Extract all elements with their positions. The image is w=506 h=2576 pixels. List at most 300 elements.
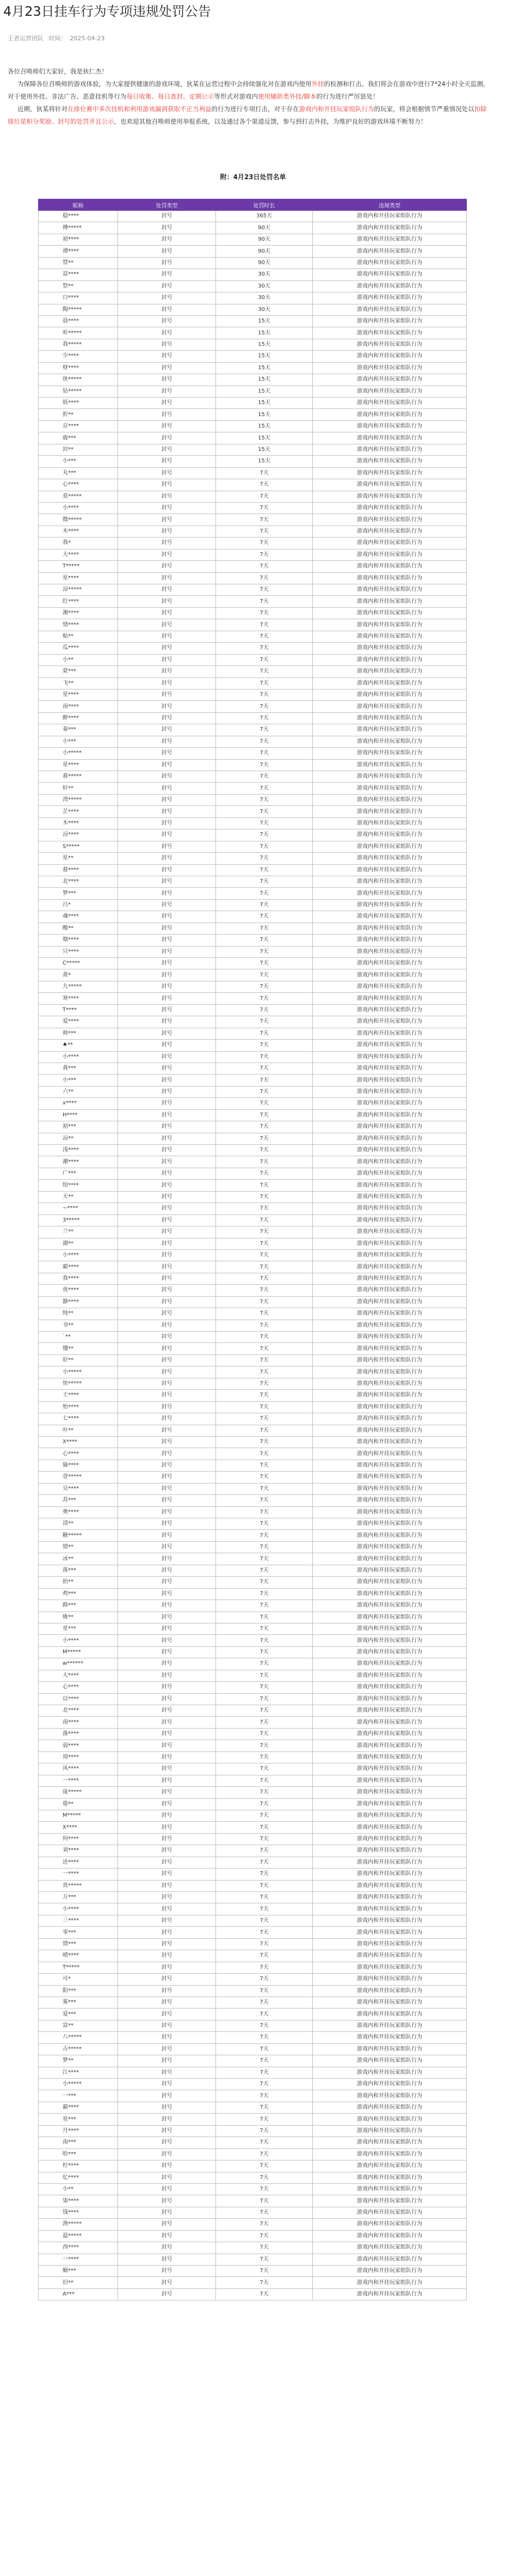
table-row [39,853,467,864]
cell-duration: 7天 [216,958,313,969]
cell-duration: 7天 [216,1109,313,1121]
table-row [39,420,467,432]
table-row [39,2137,467,2148]
cell-nickname: 可* [39,1974,118,1985]
cell-duration: 30天 [216,280,313,292]
cell-violation-type: 游戏内和开挂玩家组队行为 [313,1004,467,1016]
cell-nickname: 谭**** [39,246,118,257]
cell-penalty-type: 封号 [118,853,216,864]
paragraph-1 [8,78,492,103]
cell-penalty-type: 封号 [118,2090,216,2102]
cell-penalty-type: 封号 [118,398,216,409]
cell-violation-type: 游戏内和开挂玩家组队行为 [313,467,467,479]
table-row [39,339,467,350]
cell-violation-type: 游戏内和开挂玩家组队行为 [313,1927,467,1938]
cell-penalty-type: 封号 [118,759,216,771]
cell-violation-type: 游戏内和开挂玩家组队行为 [313,1751,467,1763]
cell-duration: 7天 [216,1436,313,1448]
cell-violation-type: 游戏内和开挂玩家组队行为 [313,1425,467,1436]
cell-duration: 15天 [216,374,313,386]
cell-penalty-type: 封号 [118,2172,216,2183]
cell-penalty-type: 封号 [118,292,216,304]
table-row [39,1378,467,1389]
cell-duration: 15天 [216,432,313,444]
table-row [39,292,467,304]
table-row [39,1740,467,1751]
cell-penalty-type: 封号 [118,1460,216,1471]
cell-violation-type: 游戏内和开挂玩家组队行为 [313,1472,467,1483]
table-row [39,386,467,397]
cell-penalty-type: 封号 [118,1308,216,1320]
cell-penalty-type: 封号 [118,1623,216,1634]
cell-penalty-type: 封号 [118,1448,216,1460]
cell-duration: 7天 [216,1880,313,1891]
cell-violation-type: 游戏内和开挂玩家组队行为 [313,234,467,245]
table-row [39,619,467,631]
cell-penalty-type: 封号 [118,677,216,689]
cell-penalty-type: 封号 [118,1915,216,1926]
table-row [39,257,467,268]
cell-violation-type: 游戏内和开挂玩家组队行为 [313,1203,467,1214]
cell-duration: 15天 [216,409,313,420]
cell-duration: 7天 [216,1623,313,1634]
cell-violation-type: 游戏内和开挂玩家组队行为 [313,1460,467,1471]
cell-duration: 7天 [216,1448,313,1460]
cell-duration: 7天 [216,514,313,526]
table-row [39,2090,467,2102]
table-row [39,1751,467,1763]
cell-violation-type: 游戏内和开挂玩家组队行为 [313,946,467,957]
cell-duration: 7天 [216,1997,313,2008]
table-row [39,1635,467,1646]
cell-violation-type: 游戏内和开挂玩家组队行为 [313,1740,467,1751]
cell-nickname: 书** [39,1320,118,1331]
cell-penalty-type: 封号 [118,1180,216,1191]
table-row [39,269,467,280]
cell-violation-type: 游戏内和开挂玩家组队行为 [313,514,467,526]
table-row [39,1343,467,1354]
cell-violation-type: 游戏内和开挂玩家组队行为 [313,2183,467,2195]
table-row [39,1833,467,1845]
cell-nickname: 六** [39,1086,118,1097]
cell-nickname: 周**** [39,1751,118,1763]
cell-duration: 7天 [216,1705,313,1717]
table-row [39,1051,467,1063]
cell-penalty-type: 封号 [118,1950,216,1962]
cell-penalty-type: 封号 [118,561,216,572]
cell-duration: 7天 [216,935,313,946]
cell-duration: 7天 [216,1156,313,1168]
cell-penalty-type: 封号 [118,2266,216,2277]
cell-penalty-type: 封号 [118,1822,216,1833]
cell-nickname: 小**** [39,1249,118,1261]
cell-nickname: 一**** [39,2254,118,2265]
cell-nickname: 红**** [39,596,118,607]
table-row [39,2043,467,2055]
cell-penalty-type: 封号 [118,1495,216,1506]
cell-violation-type: 游戏内和开挂玩家组队行为 [313,619,467,631]
cell-violation-type: 游戏内和开挂玩家组队行为 [313,538,467,549]
table-row [39,432,467,444]
cell-penalty-type: 封号 [118,1938,216,1950]
table-row [39,946,467,957]
cell-penalty-type: 封号 [118,794,216,805]
paragraph-2 [8,103,492,128]
cell-duration: 7天 [216,2125,313,2137]
cell-penalty-type: 封号 [118,1577,216,1588]
table-row [39,1495,467,1506]
cell-penalty-type: 封号 [118,2207,216,2218]
cell-nickname: 我* [39,538,118,549]
cell-penalty-type: 封号 [118,619,216,631]
cell-duration: 7天 [216,1927,313,1938]
cell-penalty-type: 封号 [118,246,216,257]
cell-duration: 7天 [216,502,313,514]
cell-nickname: T***** [39,1962,118,1973]
cell-nickname: 南**** [39,701,118,712]
cell-penalty-type: 封号 [118,1693,216,1705]
cell-nickname: 小*** [39,456,118,467]
table-row [39,888,467,899]
cell-duration: 7天 [216,923,313,934]
table-row [39,1506,467,1518]
cell-duration: 7天 [216,1903,313,1915]
cell-nickname: 落*** [39,1565,118,1576]
cell-duration: 7天 [216,2266,313,2277]
cell-duration: 7天 [216,572,313,584]
cell-duration: 7天 [216,1506,313,1518]
table-row [39,643,467,654]
table-row [39,981,467,992]
table-row [39,1098,467,1109]
cell-violation-type: 游戏内和开挂玩家组队行为 [313,1611,467,1623]
cell-duration: 7天 [216,1740,313,1751]
cell-nickname: 3***** [39,1214,118,1226]
cell-penalty-type: 封号 [118,1927,216,1938]
table-row [39,817,467,829]
cell-duration: 7天 [216,2090,313,2102]
annex-title: 附：4月23日处罚名单 [220,173,286,181]
cell-duration: 7天 [216,2160,313,2172]
cell-violation-type: 游戏内和开挂玩家组队行为 [313,1098,467,1109]
cell-violation-type: 游戏内和开挂玩家组队行为 [313,2114,467,2125]
cell-nickname: 小***** [39,748,118,759]
cell-violation-type: 游戏内和开挂玩家组队行为 [313,1086,467,1097]
table-row [39,1063,467,1074]
cell-penalty-type: 封号 [118,993,216,1004]
cell-penalty-type: 封号 [118,1238,216,1249]
table-row [39,1145,467,1156]
cell-penalty-type: 封号 [118,2102,216,2113]
cell-penalty-type: 封号 [118,1249,216,1261]
table-row [39,2009,467,2020]
highlight-text: 扣除排位星积分奖励、封号的处罚并且公示 [8,105,487,125]
cell-penalty-type: 封号 [118,1413,216,1425]
cell-nickname: 情**** [39,619,118,631]
table-row [39,748,467,759]
cell-nickname: 小**** [39,1051,118,1063]
table-row [39,234,467,245]
cell-penalty-type: 封号 [118,1472,216,1483]
cell-nickname: 帅*** [39,1028,118,1039]
cell-duration: 7天 [216,1869,313,1880]
table-row [39,1962,467,1973]
table-row [39,1670,467,1681]
cell-violation-type: 游戏内和开挂玩家组队行为 [313,1635,467,1646]
cell-penalty-type: 封号 [118,1145,216,1156]
cell-violation-type: 游戏内和开挂玩家组队行为 [313,2079,467,2090]
cell-duration: 7天 [216,993,313,1004]
cell-duration: 7天 [216,1763,313,1775]
cell-violation-type: 游戏内和开挂玩家组队行为 [313,2219,467,2230]
cell-violation-type: 游戏内和开挂玩家组队行为 [313,1541,467,1553]
cell-violation-type: 游戏内和开挂玩家组队行为 [313,724,467,736]
cell-duration: 7天 [216,1180,313,1191]
cell-violation-type: 游戏内和开挂玩家组队行为 [313,2032,467,2043]
cell-duration: 7天 [216,1226,313,1238]
cell-nickname: 初**** [39,234,118,245]
cell-violation-type: 游戏内和开挂玩家组队行为 [313,1413,467,1425]
cell-nickname: 轩** [39,783,118,794]
cell-penalty-type: 封号 [118,1320,216,1331]
cell-duration: 7天 [216,1203,313,1214]
cell-penalty-type: 封号 [118,538,216,549]
cell-penalty-type: 封号 [118,1903,216,1915]
table-row [39,596,467,607]
cell-penalty-type: 封号 [118,783,216,794]
cell-nickname: 贴** [39,631,118,642]
table-row [39,2032,467,2043]
cell-nickname: 小**** [39,1635,118,1646]
cell-violation-type: 游戏内和开挂玩家组队行为 [313,2277,467,2288]
cell-nickname: 醉**** [39,712,118,724]
cell-duration: 7天 [216,538,313,549]
cell-nickname: 黄*** [39,1063,118,1074]
table-row [39,1238,467,1249]
cell-duration: 7天 [216,1214,313,1226]
cell-penalty-type: 封号 [118,2219,216,2230]
cell-penalty-type: 封号 [118,1541,216,1553]
cell-nickname: 懂** [39,1343,118,1354]
table-row [39,759,467,771]
cell-violation-type: 游戏内和开挂玩家组队行为 [313,1436,467,1448]
cell-duration: 7天 [216,2183,313,2195]
cell-duration: 7天 [216,1472,313,1483]
cell-penalty-type: 封号 [118,1004,216,1016]
cell-violation-type: 游戏内和开挂玩家组队行为 [313,1869,467,1880]
cell-duration: 15天 [216,420,313,432]
cell-penalty-type: 封号 [118,981,216,992]
cell-penalty-type: 封号 [118,864,216,876]
cell-nickname: 情** [39,1541,118,1553]
cell-penalty-type: 封号 [118,1717,216,1728]
cell-violation-type: 游戏内和开挂玩家组队行为 [313,1693,467,1705]
cell-duration: 7天 [216,748,313,759]
cell-violation-type: 游戏内和开挂玩家组队行为 [313,222,467,234]
table-row [39,398,467,409]
cell-duration: 7天 [216,1063,313,1074]
table-row [39,561,467,572]
table-row [39,1249,467,1261]
cell-duration: 30天 [216,269,313,280]
cell-violation-type: 游戏内和开挂玩家组队行为 [313,1495,467,1506]
table-row [39,1320,467,1331]
cell-violation-type: 游戏内和开挂玩家组队行为 [313,549,467,560]
cell-duration: 7天 [216,2137,313,2148]
cell-nickname: 湖** [39,1238,118,1249]
table-row [39,689,467,700]
cell-violation-type: 游戏内和开挂玩家组队行为 [313,1121,467,1133]
table-row [39,899,467,911]
cell-duration: 15天 [216,444,313,455]
cell-nickname: 夜**** [39,1285,118,1296]
cell-duration: 7天 [216,596,313,607]
cell-nickname: 凉***** [39,584,118,596]
cell-duration: 7天 [216,1401,313,1413]
table-row [39,2242,467,2254]
cell-nickname: 静**** [39,1296,118,1308]
cell-violation-type: 游戏内和开挂玩家组队行为 [313,1997,467,2008]
cell-nickname: 天** [39,1191,118,1202]
cell-penalty-type: 封号 [118,211,216,222]
cell-nickname: 柠**** [39,2160,118,2172]
cell-penalty-type: 封号 [118,1378,216,1389]
cell-penalty-type: 封号 [118,1273,216,1284]
cell-nickname: 阳*** [39,1985,118,1997]
cell-duration: 7天 [216,1577,313,1588]
cell-nickname: 一*** [39,2090,118,2102]
cell-nickname: 七**** [39,1413,118,1425]
cell-nickname: 钱**** [39,2207,118,2218]
table-row [39,1577,467,1588]
cell-nickname: 刘**** [39,1845,118,1857]
cell-violation-type: 游戏内和开挂玩家组队行为 [313,981,467,992]
cell-penalty-type: 封号 [118,607,216,619]
cell-penalty-type: 封号 [118,2254,216,2265]
cell-nickname: 吴**** [39,1483,118,1494]
cell-duration: 15天 [216,315,313,327]
cell-nickname: 三**** [39,1915,118,1926]
cell-nickname: 纯** [39,1308,118,1320]
cell-penalty-type: 封号 [118,572,216,584]
cell-nickname: 小** [39,2183,118,2195]
table-row [39,1203,467,1214]
cell-violation-type: 游戏内和开挂玩家组队行为 [313,1191,467,1202]
table-row [39,1950,467,1962]
table-row [39,1810,467,1821]
cell-penalty-type: 封号 [118,1751,216,1763]
cell-penalty-type: 封号 [118,2183,216,2195]
cell-violation-type: 游戏内和开挂玩家组队行为 [313,958,467,969]
cell-duration: 7天 [216,1798,313,1810]
cell-duration: 7天 [216,1425,313,1436]
cell-violation-type: 游戏内和开挂玩家组队行为 [313,1133,467,1144]
cell-penalty-type: 封号 [118,1133,216,1144]
cell-violation-type: 游戏内和开挂玩家组队行为 [313,2207,467,2218]
table-row [39,1028,467,1039]
table-row [39,1004,467,1016]
cell-violation-type: 游戏内和开挂玩家组队行为 [313,1682,467,1693]
cell-duration: 7天 [216,864,313,876]
cell-violation-type: 游戏内和开挂玩家组队行为 [313,339,467,350]
cell-penalty-type: 封号 [118,2032,216,2043]
cell-penalty-type: 封号 [118,502,216,514]
cell-penalty-type: 封号 [118,526,216,537]
table-row [39,1974,467,1985]
cell-penalty-type: 封号 [118,2160,216,2172]
cell-violation-type: 游戏内和开挂玩家组队行为 [313,1226,467,1238]
cell-violation-type: 游戏内和开挂玩家组队行为 [313,2266,467,2277]
table-row [39,923,467,934]
cell-violation-type: 游戏内和开挂玩家组队行为 [313,1903,467,1915]
cell-nickname: 桃** [39,1611,118,1623]
table-row [39,1705,467,1717]
cell-penalty-type: 封号 [118,1530,216,1541]
cell-nickname: X**** [39,1436,118,1448]
cell-penalty-type: 封号 [118,257,216,268]
cell-nickname: 零*** [39,1927,118,1938]
table-row [39,841,467,852]
table-row [39,993,467,1004]
cell-violation-type: 游戏内和开挂玩家组队行为 [313,269,467,280]
cell-duration: 7天 [216,1728,313,1739]
cell-duration: 7天 [216,1261,313,1273]
table-row [39,222,467,234]
cell-nickname: 八***** [39,2032,118,2043]
cell-duration: 7天 [216,491,313,502]
cell-violation-type: 游戏内和开挂玩家组队行为 [313,304,467,315]
cell-duration: 7天 [216,1460,313,1471]
cell-violation-type: 游戏内和开挂玩家组队行为 [313,2160,467,2172]
table-row [39,246,467,257]
cell-nickname: 路*** [39,1600,118,1611]
cell-violation-type: 游戏内和开挂玩家组队行为 [313,643,467,654]
cell-duration: 7天 [216,712,313,724]
cell-nickname: 旧** [39,2277,118,2288]
cell-duration: 7天 [216,2009,313,2020]
cell-penalty-type: 封号 [118,958,216,969]
cell-duration: 15天 [216,456,313,467]
cell-duration: 7天 [216,1343,313,1354]
cell-violation-type: 游戏内和开挂玩家组队行为 [313,701,467,712]
cell-penalty-type: 封号 [118,1063,216,1074]
cell-nickname: 雾*** [39,1997,118,2008]
time-label: 时间： [48,35,67,42]
cell-violation-type: 游戏内和开挂玩家组队行为 [313,2172,467,2183]
table-row [39,2079,467,2090]
cell-penalty-type: 封号 [118,1086,216,1097]
table-row [39,1985,467,1997]
cell-duration: 15天 [216,386,313,397]
cell-nickname: 北**** [39,1705,118,1717]
cell-penalty-type: 封号 [118,888,216,899]
cell-violation-type: 游戏内和开挂玩家组队行为 [313,211,467,222]
cell-duration: 7天 [216,759,313,771]
cell-violation-type: 游戏内和开挂玩家组队行为 [313,969,467,981]
cell-penalty-type: 封号 [118,701,216,712]
cell-duration: 7天 [216,1541,313,1553]
cell-duration: 7天 [216,1086,313,1097]
cell-nickname: 哈*** [39,2148,118,2160]
cell-nickname: S***** [39,841,118,852]
cell-penalty-type: 封号 [118,1728,216,1739]
cell-violation-type: 游戏内和开挂玩家组队行为 [313,1343,467,1354]
cell-violation-type: 游戏内和开挂玩家组队行为 [313,771,467,783]
cell-nickname: 潮**** [39,1156,118,1168]
cell-nickname: 清** [39,1518,118,1530]
cell-nickname: 古***** [39,2043,118,2055]
cell-violation-type: 游戏内和开挂玩家组队行为 [313,2090,467,2102]
